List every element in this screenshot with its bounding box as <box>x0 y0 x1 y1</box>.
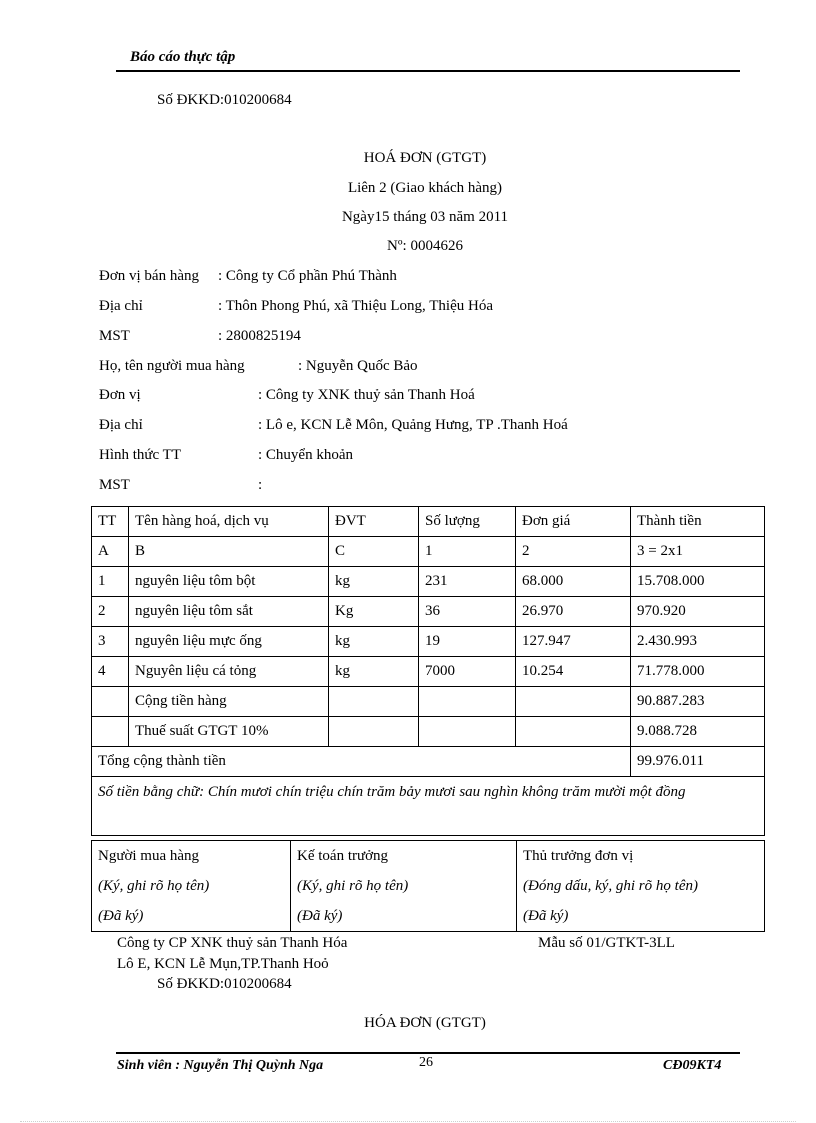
buyer-tax-label: MST <box>99 477 130 493</box>
table-cell: 10.254 <box>516 657 631 687</box>
table-cell <box>92 687 129 717</box>
table-cell: 2 <box>516 537 631 567</box>
buyer-person-value: : Nguyễn Quốc Bảo <box>298 358 418 374</box>
buyer-unit-value: : Công ty XNK thuỷ sản Thanh Hoá <box>258 387 475 403</box>
table-cell: 2 <box>92 597 129 627</box>
table-cell: 3 <box>92 627 129 657</box>
table-cell: kg <box>329 627 419 657</box>
table-cell <box>419 717 516 747</box>
report-header-title: Báo cáo thực tập <box>130 49 236 65</box>
page-bottom-dotted-line <box>20 1121 796 1122</box>
footer-student: Sinh viên : Nguyễn Thị Quỳnh Nga <box>117 1058 324 1073</box>
header-rule <box>116 70 740 72</box>
table-cell: C <box>329 537 419 567</box>
vat-label: Thuế suất GTGT 10% <box>129 717 329 747</box>
col-header-unit: ĐVT <box>329 507 419 537</box>
table-cell: kg <box>329 567 419 597</box>
table-cell: kg <box>329 657 419 687</box>
col-header-qty: Số lượng <box>419 507 516 537</box>
accountant-signature-title: Kế toán trưởng <box>291 841 517 872</box>
subtotal-label: Cộng tiền hàng <box>129 687 329 717</box>
buyer-payment-value: : Chuyển khoản <box>258 447 353 463</box>
director-signature-note: (Đóng dấu, ký, ghi rõ họ tên) <box>517 871 765 901</box>
total-label: Tổng cộng thành tiền <box>92 747 631 777</box>
table-cell: 15.708.000 <box>631 567 765 597</box>
signature-table <box>91 840 765 932</box>
total-value: 99.976.011 <box>631 747 765 777</box>
col-header-tt: TT <box>92 507 129 537</box>
table-cell: B <box>129 537 329 567</box>
table-cell: 127.947 <box>516 627 631 657</box>
table-cell: nguyên liệu tôm bột <box>129 567 329 597</box>
table-cell: 3 = 2x1 <box>631 537 765 567</box>
footer-rule <box>116 1052 740 1054</box>
seller-name-label: Đơn vị bán hàng <box>99 268 199 284</box>
table-cell <box>516 687 631 717</box>
director-signed: (Đã ký) <box>517 901 765 932</box>
invoice-copy: Liên 2 (Giao khách hàng) <box>347 180 503 196</box>
seller-name-value: : Công ty Cổ phần Phú Thành <box>218 268 397 284</box>
col-header-name: Tên hàng hoá, dịch vụ <box>129 507 329 537</box>
invoice-title: HOÁ ĐƠN (GTGT) <box>363 150 487 166</box>
seller-address-value: : Thôn Phong Phú, xã Thiệu Long, Thiệu Hóa <box>218 298 493 314</box>
next-form-number: Mẫu số 01/GTKT-3LL <box>538 935 675 951</box>
col-header-amount: Thành tiền <box>631 507 765 537</box>
buyer-signature-title: Người mua hàng <box>92 841 291 872</box>
next-company-name: Công ty CP XNK thuỷ sản Thanh Hóa <box>117 935 348 951</box>
table-cell: Kg <box>329 597 419 627</box>
table-cell: 970.920 <box>631 597 765 627</box>
next-registration-number: Số ĐKKD:010200684 <box>157 976 292 992</box>
invoice-number: Nº: 0004626 <box>387 238 463 254</box>
invoice-table <box>91 506 765 836</box>
table-cell <box>92 717 129 747</box>
seller-tax-label: MST <box>99 328 130 344</box>
table-code-row <box>92 537 765 567</box>
table-cell: 68.000 <box>516 567 631 597</box>
signature-titles-row <box>92 841 765 872</box>
total-row <box>92 747 765 777</box>
table-cell: nguyên liệu mực ống <box>129 627 329 657</box>
amount-in-words-row <box>92 777 765 836</box>
vat-row <box>92 717 765 747</box>
accountant-signed: (Đã ký) <box>291 901 517 932</box>
vat-value: 9.088.728 <box>631 717 765 747</box>
table-cell <box>419 687 516 717</box>
buyer-unit-label: Đơn vị <box>99 387 141 403</box>
table-cell: 7000 <box>419 657 516 687</box>
table-cell: Nguyên liệu cá tỏng <box>129 657 329 687</box>
signature-signed-row <box>92 901 765 932</box>
table-cell: 1 <box>92 567 129 597</box>
accountant-signature-note: (Ký, ghi rõ họ tên) <box>291 871 517 901</box>
footer-class-code: CĐ09KT4 <box>663 1058 722 1073</box>
signature-notes-row <box>92 871 765 901</box>
next-company-address: Lô E, KCN Lễ Mụn,TP.Thanh Hoỏ <box>117 956 329 972</box>
table-row <box>92 597 765 627</box>
seller-address-label: Địa chỉ <box>99 298 143 314</box>
table-cell <box>516 717 631 747</box>
invoice-date: Ngày15 tháng 03 năm 2011 <box>341 209 509 225</box>
table-row <box>92 627 765 657</box>
table-cell: 19 <box>419 627 516 657</box>
table-row <box>92 657 765 687</box>
table-cell: 36 <box>419 597 516 627</box>
buyer-address-label: Địa chỉ <box>99 417 143 433</box>
table-cell: 71.778.000 <box>631 657 765 687</box>
table-cell: 231 <box>419 567 516 597</box>
table-cell: A <box>92 537 129 567</box>
table-cell: 1 <box>419 537 516 567</box>
subtotal-value: 90.887.283 <box>631 687 765 717</box>
table-cell: nguyên liệu tôm sắt <box>129 597 329 627</box>
table-cell: 26.970 <box>516 597 631 627</box>
col-header-price: Đơn giá <box>516 507 631 537</box>
table-cell <box>329 717 419 747</box>
buyer-signed: (Đã ký) <box>92 901 291 932</box>
buyer-payment-label: Hình thức TT <box>99 447 182 463</box>
footer-page-number: 26 <box>419 1055 433 1070</box>
seller-tax-value: : 2800825194 <box>218 328 301 344</box>
subtotal-row <box>92 687 765 717</box>
registration-number: Số ĐKKD:010200684 <box>157 92 292 108</box>
table-cell <box>329 687 419 717</box>
table-header-row <box>92 507 765 537</box>
table-cell: 2.430.993 <box>631 627 765 657</box>
buyer-tax-value: : <box>258 477 263 493</box>
next-invoice-title: HÓA ĐƠN (GTGT) <box>364 1015 486 1031</box>
table-cell: 4 <box>92 657 129 687</box>
buyer-person-label: Họ, tên người mua hàng <box>99 358 245 374</box>
table-row <box>92 567 765 597</box>
director-signature-title: Thủ trưởng đơn vị <box>517 841 765 872</box>
buyer-signature-note: (Ký, ghi rõ họ tên) <box>92 871 291 901</box>
amount-in-words: Số tiền bằng chữ: Chín mươi chín triệu chín trăm bảy mươi sau nghìn không trăm mười một đồng <box>92 777 765 836</box>
buyer-address-value: : Lô e, KCN Lễ Môn, Quảng Hưng, TP .Thanh Hoá <box>258 417 568 433</box>
